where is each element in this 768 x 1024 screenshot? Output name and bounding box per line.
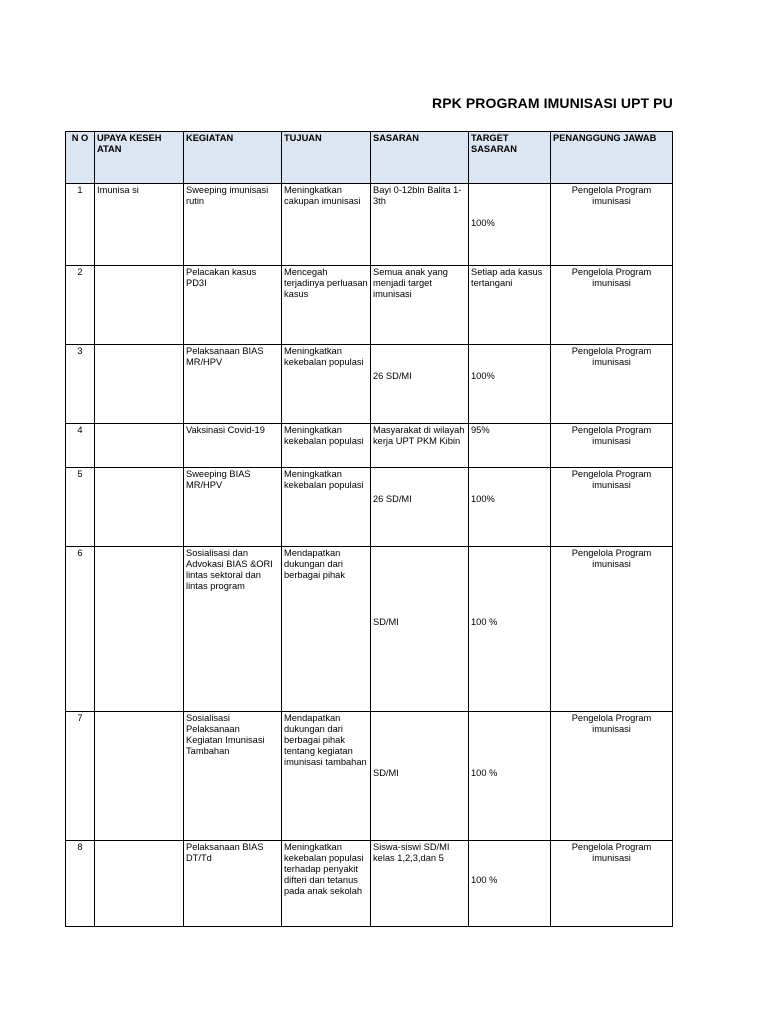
- cell-kegiatan: Sosialisasi Pelaksanaan Kegiatan Imunisasi Tambahan: [184, 712, 282, 841]
- cell-penanggung-jawab: Pengelola Program imunisasi: [551, 712, 673, 841]
- cell-target-text: 100%: [471, 218, 495, 228]
- cell-penanggung-jawab: Pengelola Program imunisasi: [551, 841, 673, 927]
- cell-no: 3: [66, 345, 95, 424]
- cell-target: [469, 468, 551, 547]
- cell-target: [469, 547, 551, 712]
- cell-target: [469, 184, 551, 266]
- cell-target: [469, 345, 551, 424]
- cell-tujuan: Mendapatkan dukungan dari berbagai pihak: [282, 547, 371, 712]
- cell-no: 5: [66, 468, 95, 547]
- cell-upaya: [95, 266, 184, 345]
- header-tujuan: TUJUAN: [282, 132, 371, 184]
- table-row: [66, 468, 673, 547]
- cell-sasaran: [371, 345, 469, 424]
- cell-no: 7: [66, 712, 95, 841]
- document-title: RPK PROGRAM IMUNISASI UPT PU: [432, 95, 673, 111]
- cell-upaya: [95, 345, 184, 424]
- cell-sasaran: Masyarakat di wilayah kerja UPT PKM Kibin: [371, 424, 469, 468]
- cell-tujuan: Meningkatkan kekebalan populasi: [282, 424, 371, 468]
- header-upaya: UPAYA KESEH ATAN: [95, 132, 184, 184]
- header-row: [66, 132, 673, 184]
- cell-tujuan: Meningkatkan kekebalan populasi terhadap penyakit difteri dan tetanus pada anak sekolah: [282, 841, 371, 927]
- cell-sasaran-text: 26 SD/MI: [373, 494, 412, 504]
- cell-tujuan: Meningkatkan kekebalan populasi: [282, 468, 371, 547]
- header-no: N O: [66, 132, 95, 184]
- cell-sasaran: Bayi 0-12bln Balita 1-3th: [371, 184, 469, 266]
- cell-penanggung-jawab: Pengelola Program imunisasi: [551, 266, 673, 345]
- cell-upaya: [95, 468, 184, 547]
- cell-upaya: [95, 712, 184, 841]
- cell-no: 8: [66, 841, 95, 927]
- cell-target: [469, 841, 551, 927]
- rpk-table: [65, 131, 673, 927]
- cell-sasaran-text: 26 SD/MI: [373, 371, 412, 381]
- table-row: [66, 547, 673, 712]
- cell-target-text: 100 %: [471, 768, 498, 778]
- cell-kegiatan: Sosialisasi dan Advokasi BIAS &ORI lintas sektoral dan lintas program: [184, 547, 282, 712]
- table-row: [66, 266, 673, 345]
- cell-target-text: 100%: [471, 494, 495, 504]
- cell-penanggung-jawab: Pengelola Program imunisasi: [551, 424, 673, 468]
- table-row: [66, 841, 673, 927]
- cell-sasaran: [371, 547, 469, 712]
- cell-kegiatan: Pelaksanaan BIAS MR/HPV: [184, 345, 282, 424]
- cell-kegiatan: Vaksinasi Covid-19: [184, 424, 282, 468]
- table-row: [66, 184, 673, 266]
- cell-no: 2: [66, 266, 95, 345]
- cell-target: [469, 712, 551, 841]
- cell-tujuan: Meningkatkan kekebalan populasi: [282, 345, 371, 424]
- cell-kegiatan: Sweeping BIAS MR/HPV: [184, 468, 282, 547]
- cell-penanggung-jawab: Pengelola Program imunisasi: [551, 547, 673, 712]
- cell-tujuan: Meningkatkan cakupan imunisasi: [282, 184, 371, 266]
- cell-upaya: [95, 841, 184, 927]
- cell-sasaran: [371, 468, 469, 547]
- header-penanggung-jawab: PENANGGUNG JAWAB: [551, 132, 673, 184]
- cell-upaya: [95, 424, 184, 468]
- cell-sasaran: Semua anak yang menjadi target imunisasi: [371, 266, 469, 345]
- cell-no: 4: [66, 424, 95, 468]
- header-target: TARGET SASARAN: [469, 132, 551, 184]
- cell-kegiatan: Sweeping imunisasi rutin: [184, 184, 282, 266]
- table-row: [66, 345, 673, 424]
- cell-kegiatan: Pelaksanaan BIAS DT/Td: [184, 841, 282, 927]
- cell-kegiatan: Pelacakan kasus PD3I: [184, 266, 282, 345]
- table-row: [66, 424, 673, 468]
- cell-target-text: 100%: [471, 371, 495, 381]
- cell-sasaran-text: SD/MI: [373, 617, 399, 627]
- cell-no: 1: [66, 184, 95, 266]
- cell-upaya: [95, 547, 184, 712]
- cell-no: 6: [66, 547, 95, 712]
- cell-sasaran: [371, 712, 469, 841]
- header-sasaran: SASARAN: [371, 132, 469, 184]
- cell-sasaran: Siswa-siswi SD/MI kelas 1,2,3,dan 5: [371, 841, 469, 927]
- cell-target: Setiap ada kasus tertangani: [469, 266, 551, 345]
- cell-tujuan: Mencegah terjadinya perluasan kasus: [282, 266, 371, 345]
- table-row: [66, 712, 673, 841]
- cell-target: 95%: [469, 424, 551, 468]
- cell-penanggung-jawab: Pengelola Program imunisasi: [551, 468, 673, 547]
- cell-tujuan: Mendapatkan dukungan dari berbagai pihak tentang kegiatan imunisasi tambahan: [282, 712, 371, 841]
- cell-target-text: 100 %: [471, 617, 498, 627]
- header-kegiatan: KEGIATAN: [184, 132, 282, 184]
- cell-upaya: Imunisa si: [95, 184, 184, 266]
- cell-sasaran-text: SD/MI: [373, 768, 399, 778]
- cell-target-text: 100 %: [471, 875, 498, 885]
- cell-penanggung-jawab: Pengelola Program imunisasi: [551, 184, 673, 266]
- cell-penanggung-jawab: Pengelola Program imunisasi: [551, 345, 673, 424]
